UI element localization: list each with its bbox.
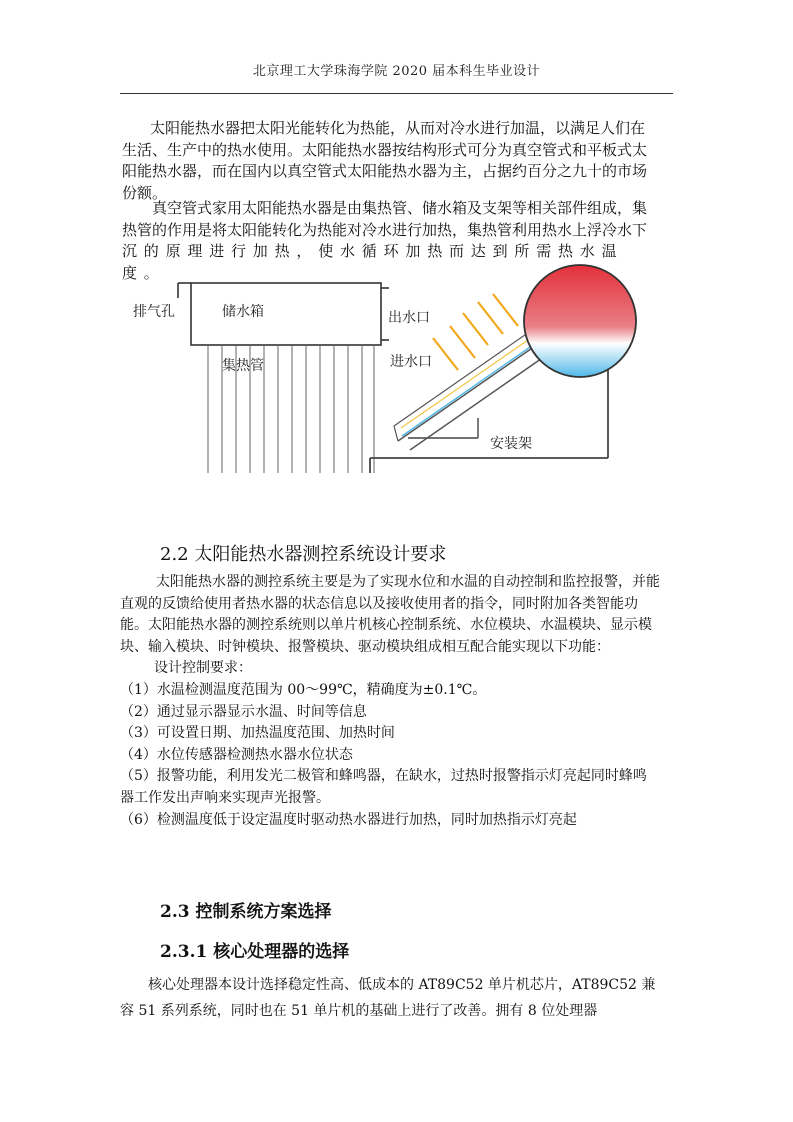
requirements-title: 设计控制要求： bbox=[154, 660, 252, 677]
sun-rays bbox=[433, 294, 518, 370]
section-2-2-paragraph: 太阳能热水器的测控系统主要是为了实现水位和水温的自动控制和监控报警，并能直观的反馈给使用者热水器的状态信息以及接收使用者的指令，同时附加各类智能功能。太阳能热水器的测控系统则以单片机核心控制系统、水位模块、水温模块、显示模块、输入模块、时钟模块、报警模块、驱动模块组成相互配合能实现以下功能： bbox=[120, 574, 660, 655]
requirement-item: （2）通过显示器显示水温、时间等信息 bbox=[120, 703, 367, 720]
requirement-item: （6）检测温度低于设定温度时驱动热水器进行加热，同时加热指示灯亮起 bbox=[120, 811, 577, 828]
vent-label: 排气孔 bbox=[133, 304, 175, 320]
section-2-2-body bbox=[120, 572, 660, 831]
section-2-3-title: 2.3 控制系统方案选择 bbox=[160, 902, 332, 922]
tank-label: 储水箱 bbox=[222, 304, 264, 320]
intro-paragraph-2-last-line: 沉的原理进行加热，使水循环加热而达到所需热水温度。 bbox=[122, 242, 624, 282]
requirement-item: （3）可设置日期、加热温度范围、加热时间 bbox=[120, 725, 395, 742]
requirement-item: （4）水位传感器检测热水器水位状态 bbox=[120, 746, 353, 763]
tank-assembly bbox=[133, 283, 389, 473]
section-2-3-1-paragraph: 核心处理器本设计选择稳定性高、低成本的 AT89C52 单片机芯片，AT89C52 兼容 51 系列系统，同时也在 51 单片机的基础上进行了改善。拥有 8 位处理器 bbox=[120, 977, 656, 1019]
storage-tank bbox=[191, 283, 381, 345]
collector-assembly bbox=[370, 265, 636, 473]
section-2-2-title: 2.2 太阳能热水器测控系统设计要求 bbox=[160, 544, 447, 565]
requirement-item: （5）报警功能，利用发光二极管和蜂鸣器，在缺水，过热时报警指示灯亮起同时蜂鸣器工作发出声响来实现声光报警。 bbox=[120, 768, 647, 806]
solar-heater-diagram bbox=[118, 258, 658, 480]
header-rule bbox=[120, 93, 673, 94]
requirement-item: （1）水温检测温度范围为 00～99℃，精确度为±0.1℃。 bbox=[120, 681, 487, 698]
intro-paragraph-2-text: 真空管式家用太阳能热水器是由集热管、储水箱及支架等相关部件组成，集热管的作用是将太阳能转化为热能对冷水进行加热，集热管利用热水上浮冷水下 bbox=[122, 199, 648, 239]
intro-paragraph-1: 太阳能热水器把太阳光能转化为热能，从而对冷水进行加温，以满足人们在生活、生产中的热水使用。太阳能热水器按结构形式可分为真空管式和平板式太阳能热水器，而在国内以真空管式太阳能热水器为主，占据约百分之九十的市场份额。 bbox=[122, 119, 648, 202]
outlet-label: 出水口 bbox=[388, 310, 430, 326]
inlet-label: 进水口 bbox=[390, 354, 432, 370]
hot-water-tank bbox=[524, 265, 636, 377]
stand-label: 安装架 bbox=[490, 436, 532, 452]
tubes-label: 集热管 bbox=[222, 358, 264, 374]
section-2-3-1-body bbox=[120, 972, 660, 1024]
section-2-3-1-title: 2.3.1 核心处理器的选择 bbox=[160, 942, 350, 962]
page-header: 北京理工大学珠海学院 2020 届本科生毕业设计 bbox=[252, 64, 541, 79]
